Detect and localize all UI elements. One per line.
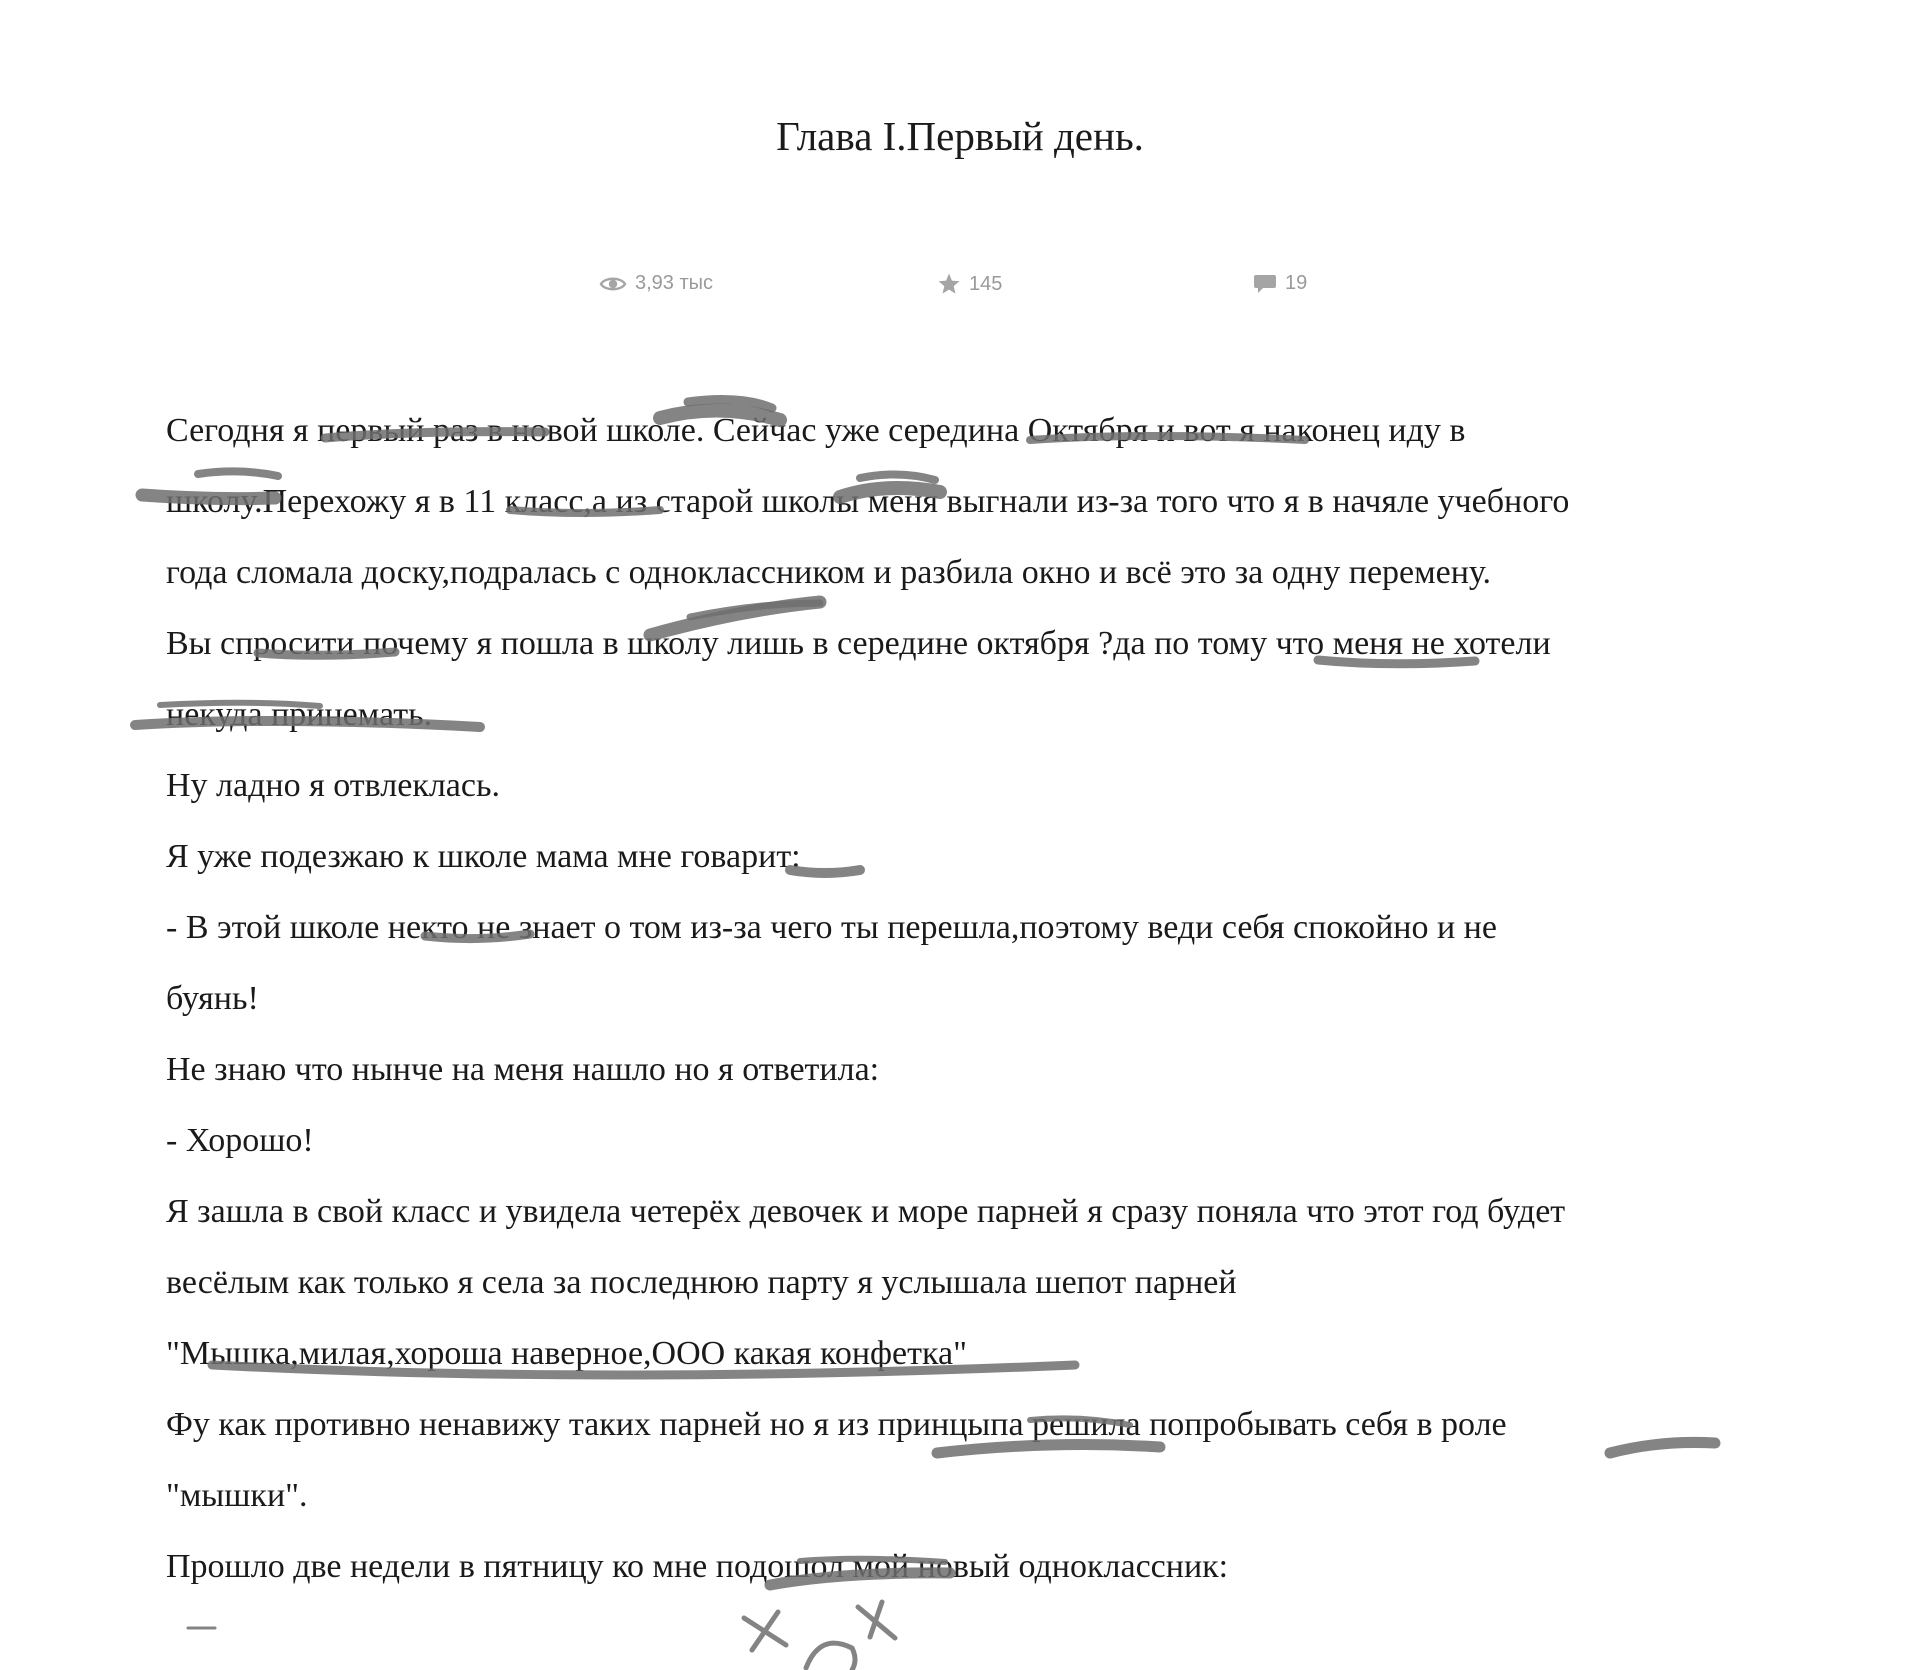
story-line: буянь! bbox=[166, 980, 259, 1017]
story-line: Я уже подезжаю к школе мама мне говарит: bbox=[166, 838, 801, 875]
story-line: Не знаю что нынче на меня нашло но я ответила: bbox=[166, 1051, 880, 1088]
story-line: года сломала доску,подралась с одноклассником и разбила окно и всё это за одну перемену. bbox=[166, 554, 1492, 591]
doodle-left-eye bbox=[744, 1612, 786, 1650]
story-line: Я зашла в свой класс и увидела четерёх девочек и море парней я сразу поняла что этот год будет bbox=[166, 1193, 1566, 1230]
story-line: некуда принемать. bbox=[166, 696, 433, 733]
chapter-text bbox=[166, 395, 1806, 1602]
story-line: весёлым как только я села за последнюю парту я услышала шепот парней bbox=[166, 1264, 1237, 1301]
comment-icon bbox=[1253, 273, 1277, 295]
star-icon bbox=[937, 272, 961, 296]
story-line: - Хорошо! bbox=[166, 1122, 314, 1159]
story-line: "Мышка,милая,хороша наверное,ООО какая конфетка" bbox=[166, 1335, 967, 1372]
chapter-title: Глава I.Первый день. bbox=[776, 113, 1144, 159]
story-line: - В этой школе некто не знает о том из-за чего ты перешла,поэтому веди себя спокойно и не bbox=[166, 909, 1497, 946]
story-line: школу.Перехожу я в 11 класс,а из старой школы меня выгнали из-за того что я в начяле учебного bbox=[166, 483, 1570, 520]
likes-stat bbox=[937, 272, 1002, 296]
likes-count: 145 bbox=[969, 272, 1003, 295]
story-line: Прошло две недели в пятницу ко мне подошол мой новый одноклассник: bbox=[166, 1548, 1229, 1585]
eye-icon bbox=[599, 274, 627, 294]
comments-stat bbox=[1253, 272, 1307, 295]
story-line: Вы спросити почему я пошла в школу лишь в середине октября ?да по тому что меня не хотели bbox=[166, 625, 1551, 662]
story-line: Ну ладно я отвлеклась. bbox=[166, 767, 500, 804]
comments-count: 19 bbox=[1285, 272, 1308, 294]
doodle-mouth bbox=[806, 1643, 855, 1670]
doodle-right-eye bbox=[858, 1602, 895, 1638]
story-line: "мышки". bbox=[166, 1477, 308, 1514]
story-line: Фу как противно ненавижу таких парней но я из принцыпа решила попробывать себя в роле bbox=[166, 1406, 1507, 1443]
story-line: Сегодня я первый раз в новой школе. Сейчас уже середина Октября и вот я наконец иду в bbox=[166, 412, 1466, 449]
views-stat bbox=[599, 272, 713, 295]
views-count: 3,93 тыс bbox=[635, 272, 714, 294]
chapter-stats bbox=[0, 272, 1920, 302]
